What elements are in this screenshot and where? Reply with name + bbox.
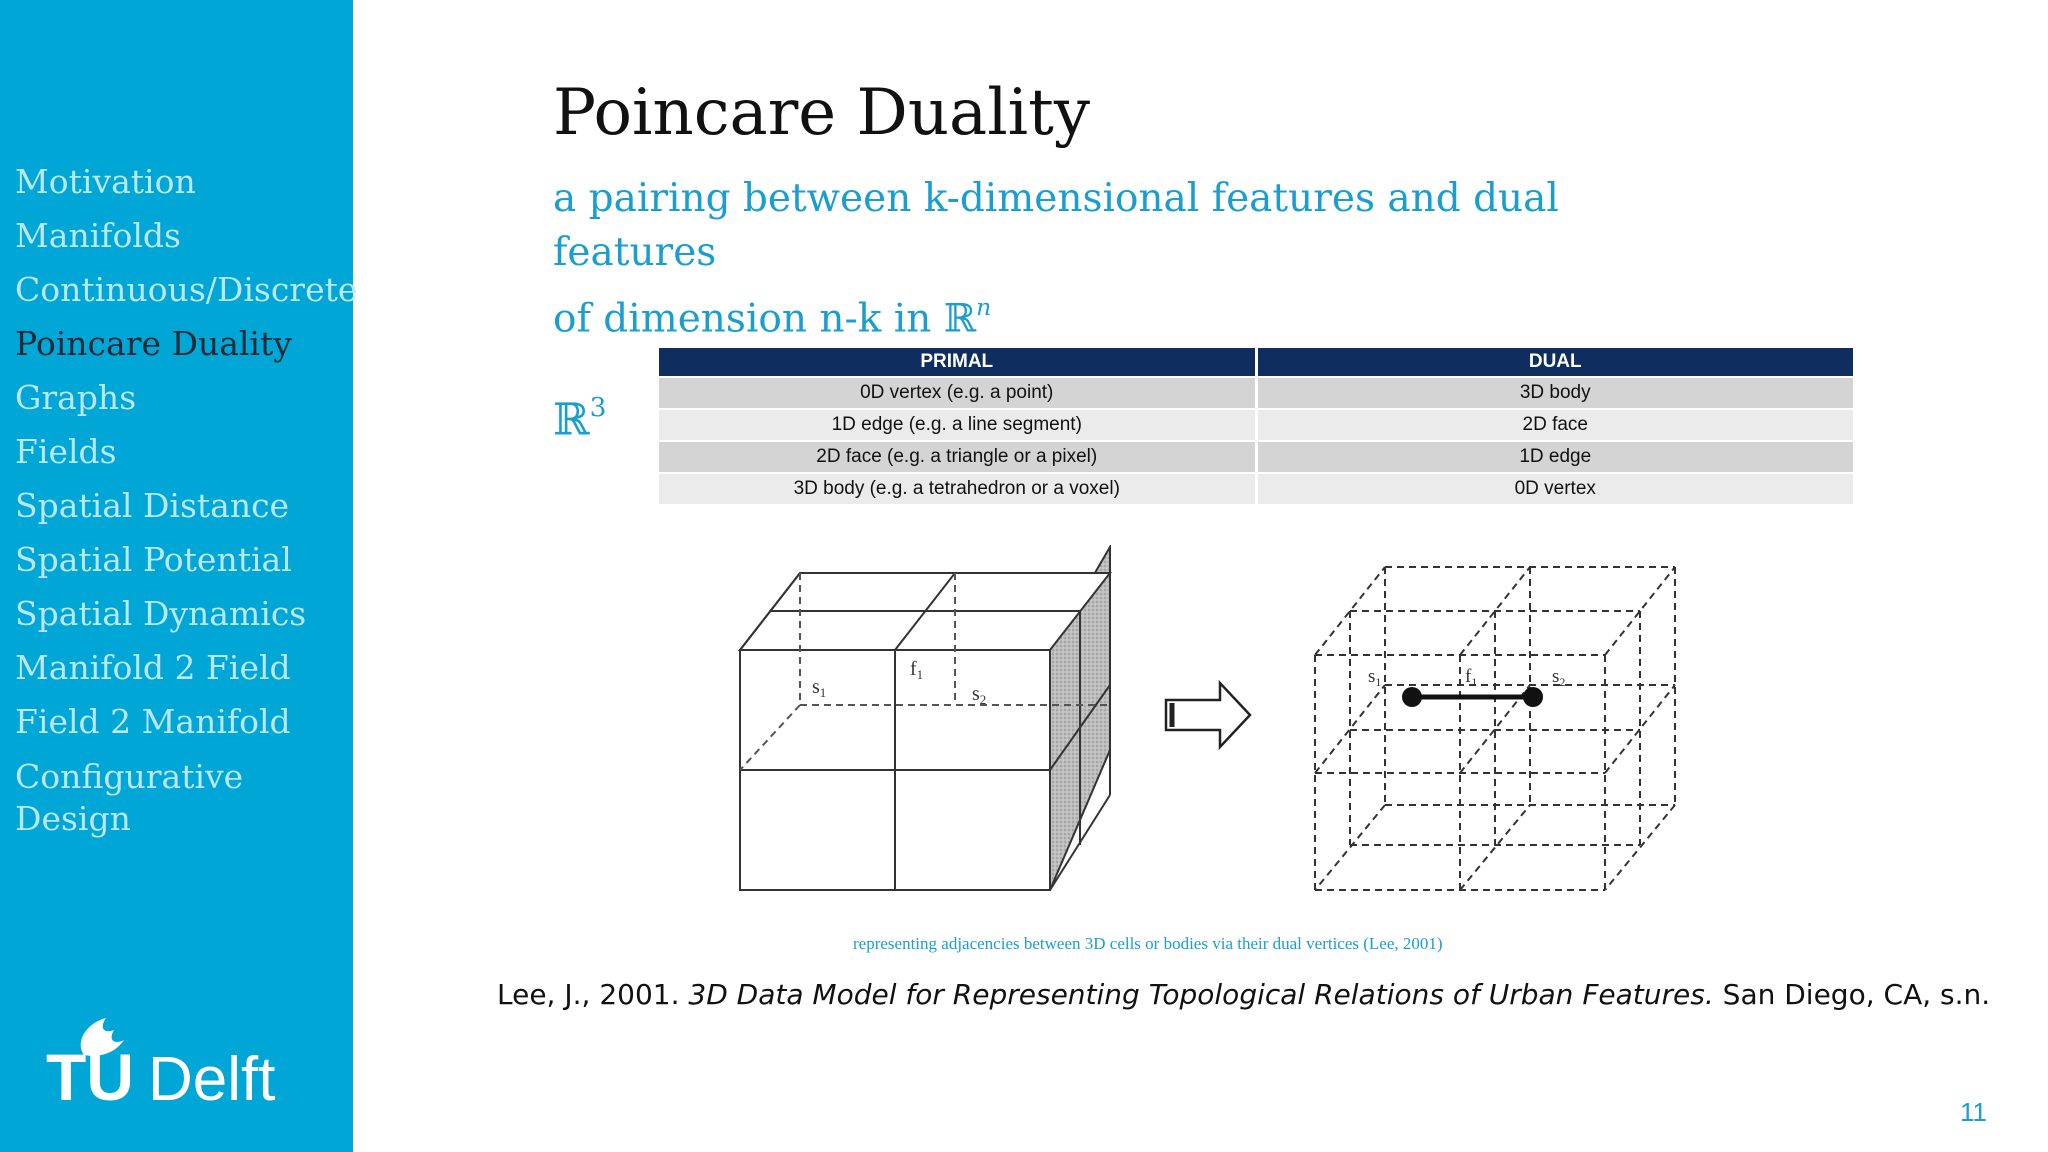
dual-cell: 2D face xyxy=(1258,410,1854,440)
primal-cell: 3D body (e.g. a tetrahedron or a voxel) xyxy=(659,474,1255,504)
dual-cell: 1D edge xyxy=(1258,442,1854,472)
table-row xyxy=(659,378,1853,408)
arrow-icon xyxy=(1166,683,1250,747)
dual-cell: 0D vertex xyxy=(1258,474,1854,504)
tudelft-logo xyxy=(44,1000,304,1110)
nav-item-spatial-potential[interactable]: Spatial Potential xyxy=(15,540,292,579)
nav-item-configurative-design[interactable]: Configurative Design xyxy=(15,757,244,838)
table-row xyxy=(659,474,1853,504)
subtitle-line-2 xyxy=(553,280,1733,346)
dual-label-f1: $f_1$ xyxy=(1465,666,1478,689)
logo-tu-text: TU xyxy=(46,1040,134,1110)
subtitle-line-2-text: of dimension n-k in xyxy=(553,296,944,342)
nav-item-graphs[interactable]: Graphs xyxy=(15,378,137,417)
slide-title: Poincare Duality xyxy=(553,76,1090,150)
nav-item-manifold-2-field[interactable]: Manifold 2 Field xyxy=(15,648,291,687)
logo-delft-text: Delft xyxy=(148,1045,276,1110)
primal-cell: 1D edge (e.g. a line segment) xyxy=(659,410,1255,440)
primal-cube-diagram xyxy=(740,547,1110,890)
slide-subtitle xyxy=(553,172,1733,346)
label-f1: $f_1$ xyxy=(910,658,924,682)
dual-cube-diagram xyxy=(1315,567,1675,890)
reference-citation xyxy=(497,978,1990,1011)
nav-item-spatial-distance[interactable]: Spatial Distance xyxy=(15,486,290,525)
nav-item-manifolds[interactable]: Manifolds xyxy=(15,216,181,255)
label-s2: $s_2$ xyxy=(972,683,987,707)
subtitle-line-1: a pairing between k-dimensional features and dual features xyxy=(553,176,1559,275)
dual-vertex-s1 xyxy=(1402,687,1422,707)
duality-figure xyxy=(720,545,1700,895)
dual-vertex-s2 xyxy=(1523,687,1543,707)
dimension-n-superscript: n xyxy=(976,293,992,321)
real-numbers-symbol: ℝ xyxy=(943,296,977,342)
r3-superscript: 3 xyxy=(589,392,607,423)
nav-item-poincare-duality[interactable]: Poincare Duality xyxy=(15,324,292,363)
table-row xyxy=(659,442,1853,472)
nav-item-fields[interactable]: Fields xyxy=(15,432,117,471)
reference-work: 3D Data Model for Representing Topological Relations of Urban Features. xyxy=(688,978,1714,1011)
header-primal: PRIMAL xyxy=(659,348,1255,376)
reference-author: Lee, J., 2001. xyxy=(497,978,689,1011)
section-nav xyxy=(15,162,358,840)
nav-item-spatial-dynamics[interactable]: Spatial Dynamics xyxy=(15,594,307,633)
sidebar xyxy=(0,0,358,1152)
primal-dual-table xyxy=(656,346,1856,506)
nav-item-motivation[interactable]: Motivation xyxy=(15,162,196,201)
table-header-row xyxy=(659,348,1853,376)
reference-place: San Diego, CA, s.n. xyxy=(1713,978,1991,1011)
nav-item-field-2-manifold[interactable]: Field 2 Manifold xyxy=(15,702,291,741)
primal-cell: 2D face (e.g. a triangle or a pixel) xyxy=(659,442,1255,472)
nav-item-continuous-discrete[interactable]: Continuous/Discrete xyxy=(15,270,358,309)
dual-label-s2: $s_2$ xyxy=(1552,666,1566,689)
dual-graph xyxy=(1368,666,1565,707)
r3-label xyxy=(553,392,606,445)
dual-cell: 3D body xyxy=(1258,378,1854,408)
header-dual: DUAL xyxy=(1258,348,1854,376)
label-s1: $s_1$ xyxy=(812,676,827,700)
dual-label-s1: $s_1$ xyxy=(1368,666,1382,689)
primal-cell: 0D vertex (e.g. a point) xyxy=(659,378,1255,408)
figure-caption: representing adjacencies between 3D cells or bodies via their dual vertices (Lee, 2001) xyxy=(853,934,1443,953)
r3-symbol: ℝ xyxy=(553,394,590,446)
table-row xyxy=(659,410,1853,440)
page-number: 11 xyxy=(1960,1097,1987,1127)
